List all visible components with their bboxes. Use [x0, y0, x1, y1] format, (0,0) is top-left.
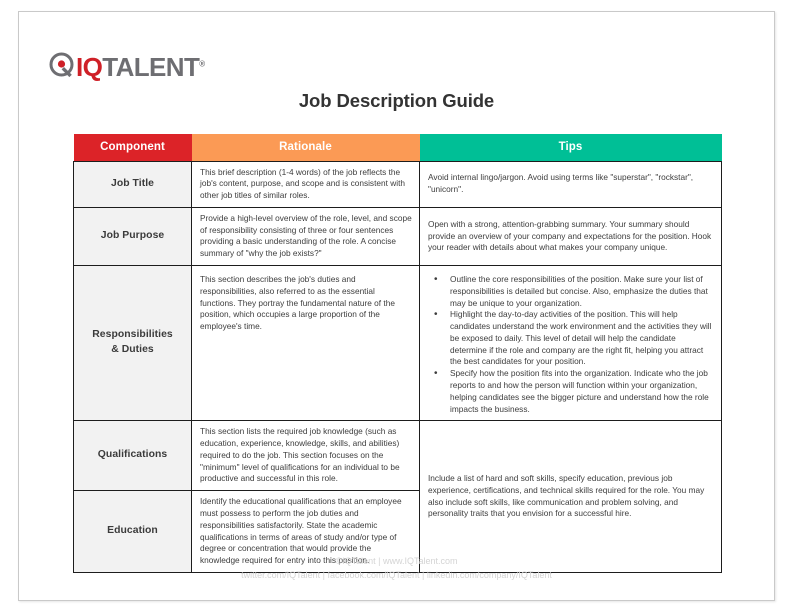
page-footer: [19, 555, 774, 582]
component-label-line2: & Duties: [111, 344, 154, 356]
table-row: [74, 161, 722, 207]
table-row: [74, 207, 722, 265]
column-header-rationale: Rationale: [192, 134, 420, 161]
rationale-job-purpose: Provide a high-level overview of the role, level, and scope of responsibility consisting of three or four sentences providing a basic understanding of the role. A concise summary of "why the job exists?": [192, 207, 420, 265]
logo-text-talent: TALENT: [102, 52, 200, 82]
tips-bullet-list: [428, 274, 714, 415]
component-job-title: Job Title: [74, 161, 192, 207]
footer-social-links-line: twitter.com/IQTalent | facebook.com/IQTalent | linkedin.com/company/IQTalent: [241, 569, 552, 580]
job-description-guide-table: [73, 134, 722, 573]
list-item: • Outline the core responsibilities of the position. Make sure your list of responsibilities is detailed but concise. Also, emphasize the duties that may be unique to your organization.: [428, 274, 714, 309]
table-row: [74, 265, 722, 420]
footer-copyright-line: ©IQTalent | www.IQTalent.com: [335, 556, 458, 566]
component-responsibilities-duties: [74, 265, 192, 420]
rationale-job-title: This brief description (1-4 words) of the job reflects the job's content, purpose, and scope and is consistent with other job titles of similar roles.: [192, 161, 420, 207]
tips-responsibilities-duties: [420, 265, 722, 420]
tips-job-purpose: Open with a strong, attention-grabbing summary. Your summary should provide an overview of your company and expectations for the position. Hook your reader with details about what makes your company unique.: [420, 207, 722, 265]
rationale-responsibilities-duties: This section describes the job's duties and responsibilities, also referred to as the essential functions. They portray the fundamental nature of the position, which occupies a large proportion of the employee's time.: [192, 265, 420, 420]
list-item: • Specify how the position fits into the organization. Indicate who the job reports to and how the person will function within your organization, helping candidates see the bigger picture and understand how the role impacts the business.: [428, 368, 714, 415]
component-job-purpose: Job Purpose: [74, 207, 192, 265]
component-qualifications: Qualifications: [74, 421, 192, 491]
list-item: • Highlight the day-to-day activities of the position. This will help candidates understand the work environment and the activities they will be exposed to daily. This level of detail will help the candidate determine if the role and company are the right fit, helping you attract the best candidates for your position.: [428, 309, 714, 368]
document-page: [18, 11, 775, 601]
column-header-component: Component: [74, 134, 192, 161]
tips-job-title: Avoid internal lingo/jargon. Avoid using terms like "superstar", "rockstar", "unicorn".: [420, 161, 722, 207]
rationale-education: Identify the educational qualifications that an employee must possess to perform the job duties and responsibilities satisfactorily. State the academic qualifications in terms of areas of study and/or type of degree or concentration that would provide the knowledge required for entry into this position.: [192, 491, 420, 573]
logo-q-mark-icon: [48, 51, 78, 81]
page-title: Job Description Guide: [298, 90, 495, 111]
component-label-line1: Responsibilities: [92, 329, 173, 341]
component-education: Education: [74, 491, 192, 573]
table-row: [74, 421, 722, 491]
logo-wordmark: [76, 54, 205, 80]
logo-text-iq: IQ: [76, 52, 103, 82]
table-header-row: [74, 134, 722, 161]
logo-trademark-symbol: ®: [199, 59, 206, 69]
rationale-qualifications: This section lists the required job knowledge (such as education, experience, knowledge, skills, and abilities) required to do the job. This section focuses on the "minimum" level of qualifications for an individual to be productive and successful in this role.: [192, 421, 420, 491]
iqtalent-logo: [48, 51, 205, 81]
tips-qualifications-education: Include a list of hard and soft skills, specify education, previous job experience, certifications, and technical skills required for the role. You may also include soft skills, like communication and problem solving, and personality traits that you envision for a successful hire.: [420, 421, 722, 573]
column-header-tips: Tips: [420, 134, 722, 161]
